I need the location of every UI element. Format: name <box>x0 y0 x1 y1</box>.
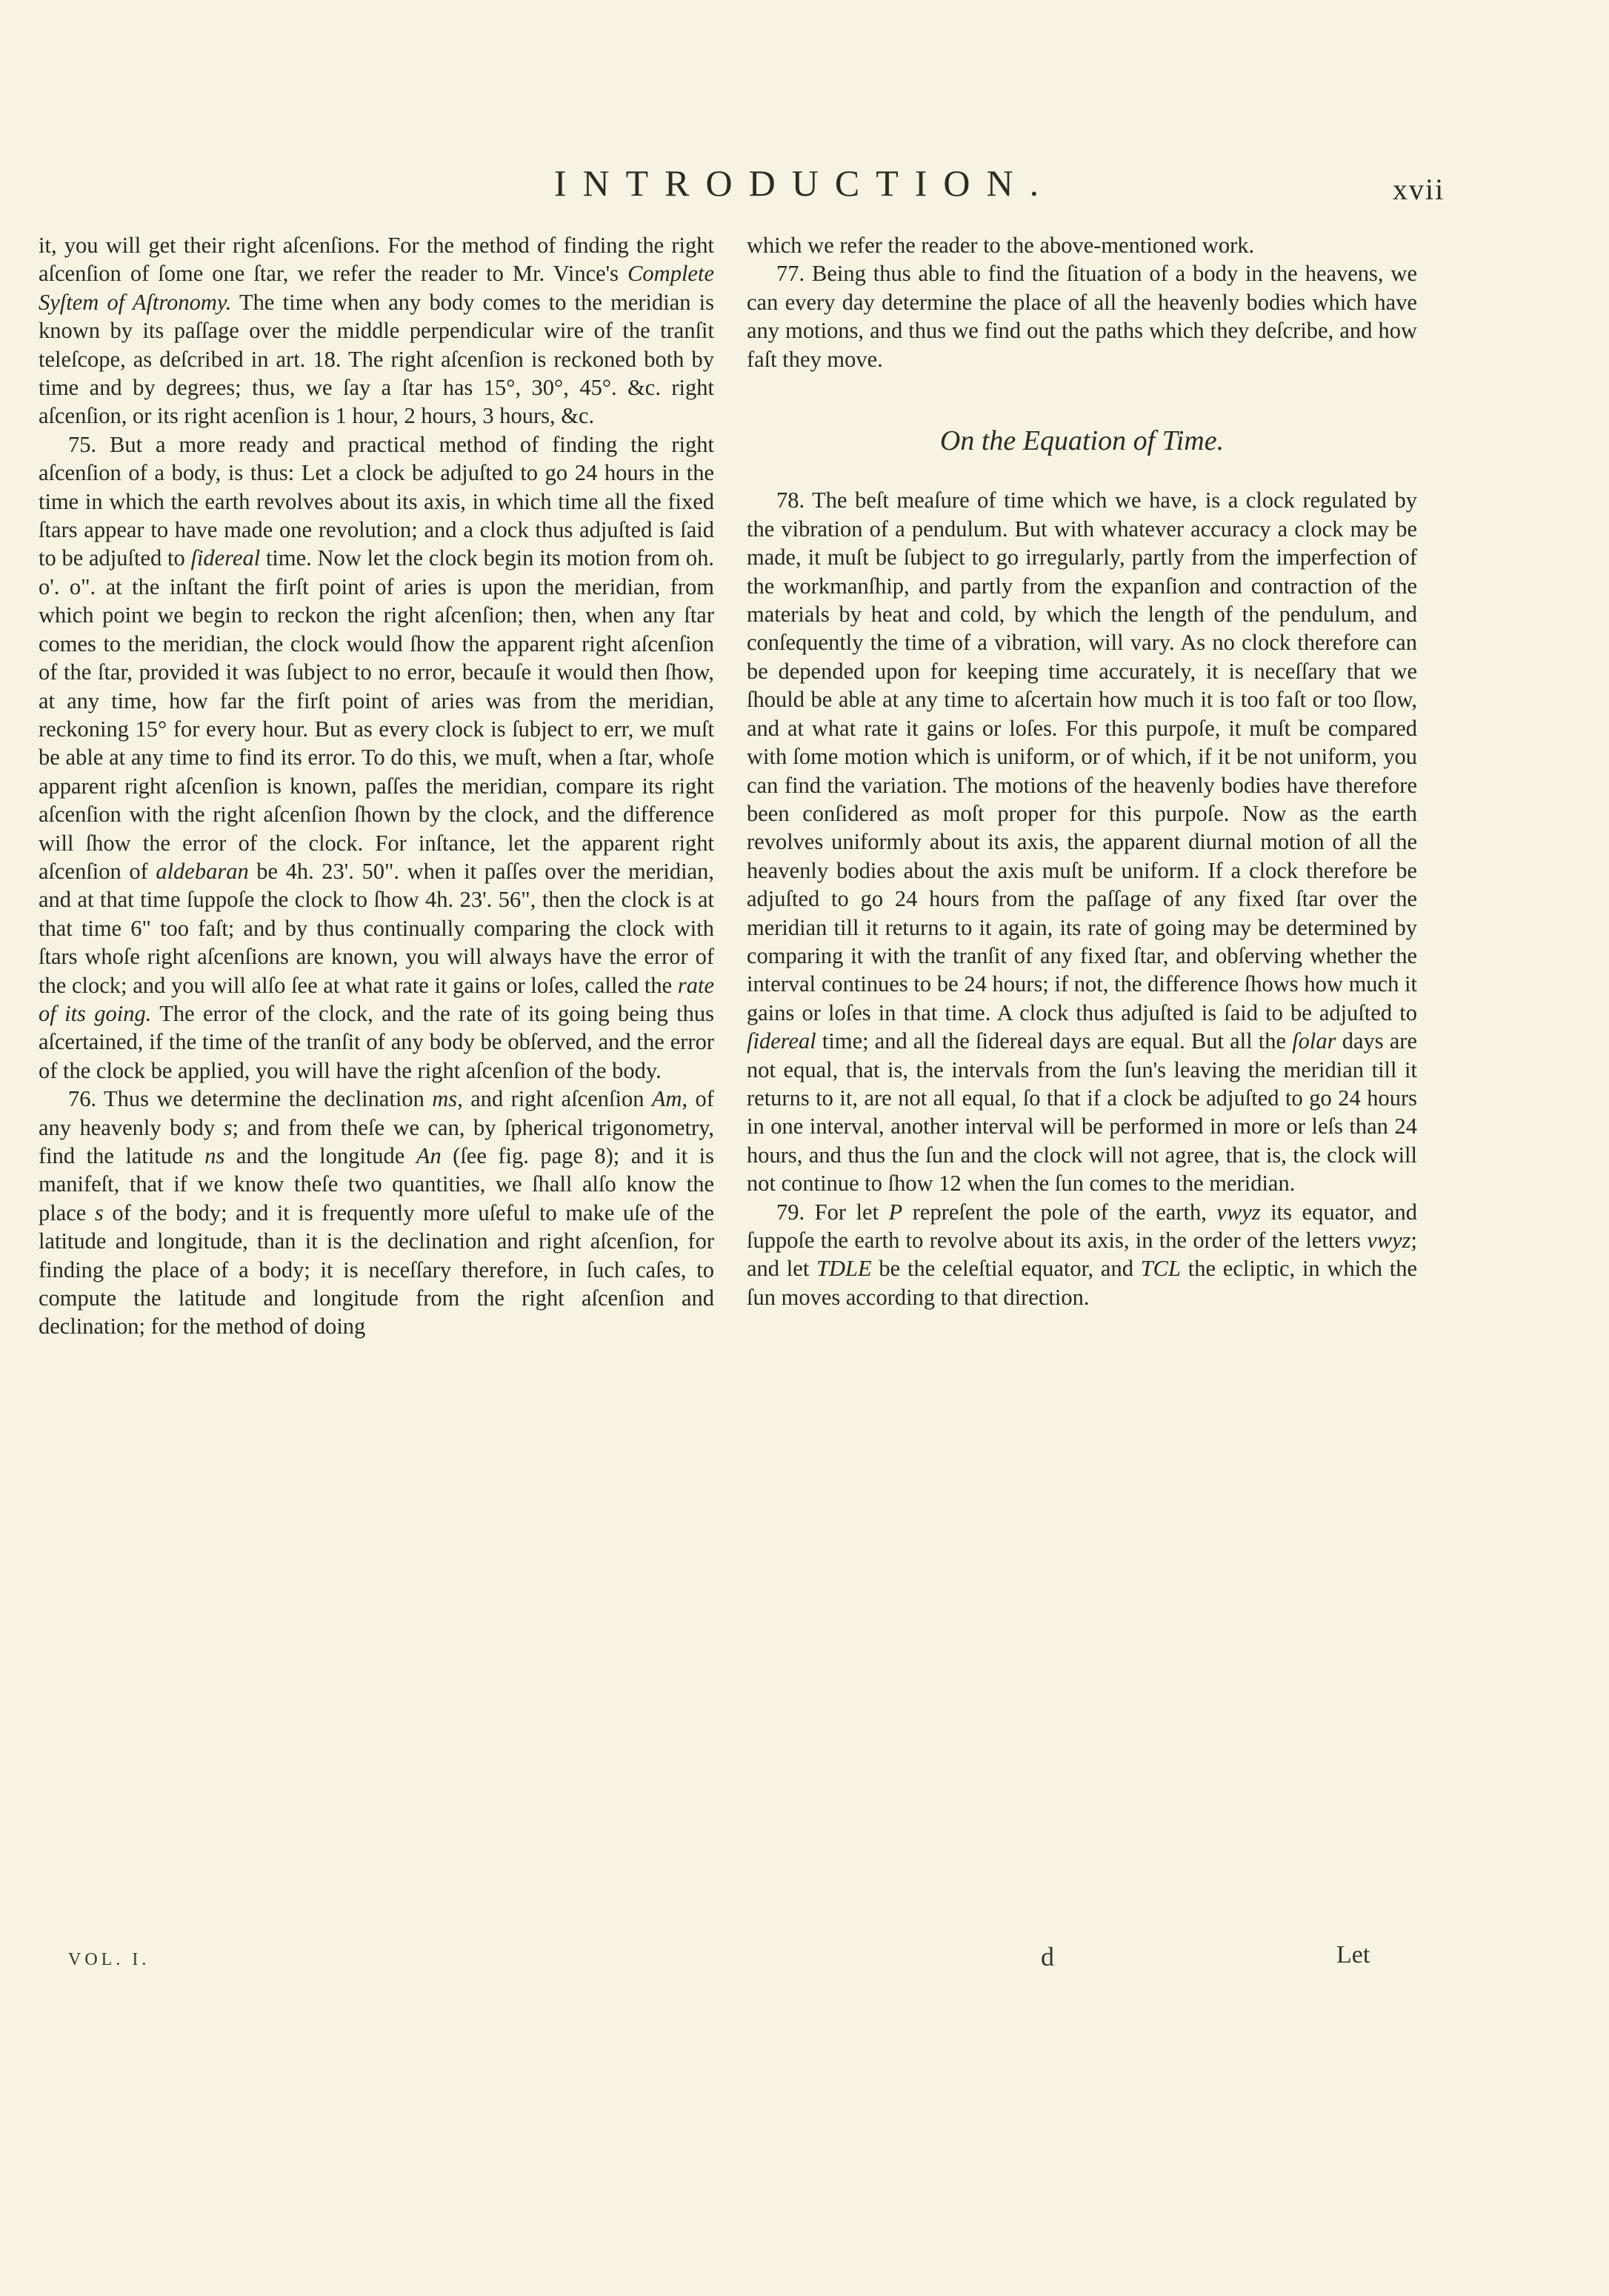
catchword: Let <box>1336 1941 1370 1969</box>
paragraph-79: 79. For let P repreſent the pole of the earth, vwyz its equator, and ſuppoſe the earth to revolve about its axis, in the order of the letters vwyz; and let TDLE be the celeſtial equator, and TCL the ecliptic, in which the ſun moves according to that direction. <box>747 1199 1417 1310</box>
paragraph-77: 77. Being thus able to find the ſituation of a body in the heavens, we can every day determine the place of all the heavenly bodies which have any motions, and thus we find out the paths which they deſcribe, and how faſt they move. <box>747 261 1417 372</box>
signature-mark: d <box>1041 1942 1054 1971</box>
right-column <box>747 231 1417 1311</box>
section-heading: On the Equation of Time. <box>939 425 1225 457</box>
paragraph-75: 75. But a more ready and practical method of finding the right aſcenſion of a body, is thus: Let a clock be adjuſted to go 24 hours in the time in which the earth revolves about its axis, in which time all the fixed ſtars appear to have made one revolution; and a clock thus adjuſted is ſaid to be adjuſted to ſidereal time. Now let the clock begin its motion from oh. o'. o". at the inſtant the firſt point of aries is upon the meridian, from which point we begin to reckon the right aſcenſion; then, when any ſtar comes to the meridian, the clock would ſhow the apparent right aſcenſion of the ſtar, provided it was ſubject to no error, becauſe it would then ſhow, at any time, how far the firſt point of aries was from the meridian, reckoning 15° for every hour. But as every clock is ſubject to err, we muſt be able at any time to find its error. To do this, we muſt, when a ſtar, whoſe apparent right aſcenſion is known, paſſes the meridian, compare its right aſcenſion with the right aſcenſion ſhown by the clock, and the difference will ſhow the error of the clock. For inſtance, let the apparent right aſcenſion of aldebaran be 4h. 23'. 50". when it paſſes over the meridian, and at that time ſuppoſe the clock to ſhow 4h. 23'. 56", then the clock is at that time 6" too faſt; and by thus continually comparing the clock with ſtars whoſe right aſcenſions are known, you will always have the error of the clock; and you will alſo ſee at what rate it gains or loſes, called the rate of its going. The error of the clock, and the rate of its going being thus aſcertained, if the time of the tranſit of any body be obſerved, and the error of the clock be applied, you will have the right aſcenſion of the body. <box>39 431 715 1083</box>
paragraph-continuation-right: which we refer the reader to the above-mentioned work. <box>747 233 1255 258</box>
running-head-title: INTRODUCTION. <box>553 162 1056 204</box>
paragraph-76: 76. Thus we determine the declination ms, and right aſcenſion Am, of any heavenly body s; and from theſe we can, by ſpherical trigonometry, find the latitude ns and the longitude An (ſee fig. page 8); and it is manifeſt, that if we know theſe two quantities, we ſhall alſo know the place s of the body; and it is frequently more uſeful to make uſe of the latitude and longitude, than it is the declination and right aſcenſion, for finding the place of a body; it is neceſſary therefore, in ſuch caſes, to compute the latitude and longitude from the right aſcenſion and declination; for the method of doing <box>39 1086 714 1340</box>
left-column <box>39 231 714 1341</box>
volume-mark: VOL. I. <box>68 1950 150 1969</box>
paragraph-78: 78. The beſt meaſure of time which we have, is a clock regulated by the vibration of a pendulum. But with whatever accuracy a clock may be made, it muſt be ſubject to go irregularly, partly from the imperfection of the workmanſhip, and partly from the expanſion and contraction of the materials by heat and cold, by which the length of the pendulum, and conſequently the time of a vibration, will vary. As no clock therefore can be depended upon for keeping time accurately, it is neceſſary that we ſhould be able at any time to aſcertain how much it is too faſt or too ſlow, and at what rate it gains or loſes. For this purpoſe, it muſt be compared with ſome motion which is uniform, or of which, if it be not uniform, you can find the variation. The motions of the heavenly bodies have therefore been conſidered as moſt proper for this purpoſe. Now as the earth revolves uniformly about its axis, the apparent diurnal motion of all the heavenly bodies about the axis muſt be uniform. If a clock therefore be adjuſted to go 24 hours from the paſſage of any fixed ſtar over the meridian till it returns to it again, its rate of going may be determined by comparing it with the tranſit of any fixed ſtar, and obſerving whether the interval continues to be 24 hours; if not, the difference ſhows how much it gains or loſes in that time. A clock thus adjuſted is ſaid to be adjuſted to ſidereal time; and all the ſidereal days are equal. But all the ſolar days are not equal, that is, the intervals from the ſun's leaving the meridian till it returns to it, are not all equal, ſo that if a clock be adjuſted to go 24 hours in one interval, another interval will be performed in more or leſs than 24 hours, and thus the ſun and the clock will not agree, that is, the clock will not continue to ſhow 12 when the ſun comes to the meridian. <box>747 488 1417 1197</box>
paragraph-continuation: it, you will get their right aſcenſions. For the method of finding the right aſcenſion of ſome one ſtar, we refer the reader to Mr. Vince's Complete Syſtem of Aſtronomy. The time when any body comes to the meridian is known by its paſſage over the middle perpendicular wire of the tranſit teleſcope, as deſcribed in art. 18. The right aſcenſion is reckoned both by time and by degrees; thus, we ſay a ſtar has 15°, 30°, 45°. &c. right aſcenſion, or its right acenſion is 1 hour, 2 hours, 3 hours, &c. <box>39 233 715 429</box>
page-number: xvii <box>1393 173 1445 206</box>
